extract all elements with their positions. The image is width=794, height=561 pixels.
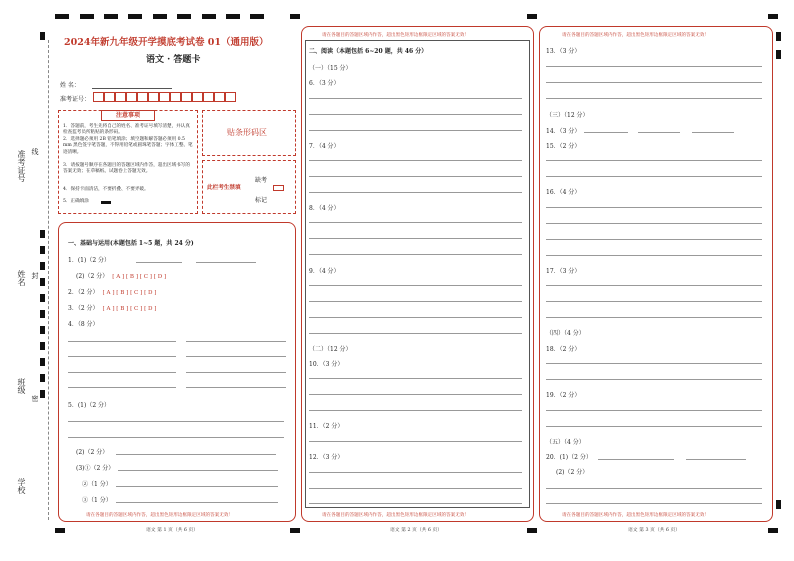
q15-answer-line[interactable] (546, 160, 762, 161)
q12-answer-line[interactable] (309, 503, 522, 504)
q9-answer-line[interactable] (309, 301, 522, 302)
q10-answer-line[interactable] (309, 378, 522, 379)
q17-label: 17．（3 分） (546, 268, 581, 275)
q4-answer-line[interactable] (186, 372, 286, 373)
exam-title: 2024年新九年级开学摸底考试卷 01（通用版） (64, 37, 269, 48)
binding-line (48, 40, 49, 520)
q20-label: 20．(1)（2 分） (546, 454, 592, 461)
notice-item-5: 5．正确填涂 (63, 199, 89, 204)
q7-answer-line[interactable] (309, 176, 522, 177)
timing-mark (177, 14, 191, 19)
page3-part4: （四）（4 分） (546, 330, 585, 337)
q7-answer-line[interactable] (309, 192, 522, 193)
q10-answer-line[interactable] (309, 394, 522, 395)
q5-3b-label: ②（1 分） (82, 481, 112, 488)
q4-answer-line[interactable] (186, 356, 286, 357)
q1-2-label: (2)（2 分） [ A ] [ B ] [ C ] [ D ] (76, 273, 167, 280)
q16-answer-line[interactable] (546, 207, 762, 208)
timing-mark (40, 326, 45, 334)
q4-answer-line[interactable] (186, 387, 286, 388)
q10-label: 10．（3 分） (309, 361, 344, 368)
q20-blank-2[interactable] (686, 459, 746, 460)
timing-mark (202, 14, 216, 19)
q5-2-label: (2)（2 分） (76, 449, 109, 456)
timing-mark (153, 14, 167, 19)
q19-answer-line[interactable] (546, 410, 762, 411)
notice-item-1: 1．答题前，考生先将自己的姓名、准考证号填写清楚，并认真检查监考员所粘贴的条形码。 (63, 124, 190, 136)
q13-label: 13．（3 分） (546, 48, 581, 55)
q19-label: 19．（2 分） (546, 392, 581, 399)
q11-answer-line[interactable] (309, 441, 522, 442)
page2-section-title: 二、阅读（本题包括 6~20 题，共 46 分） (309, 48, 428, 55)
timing-mark (290, 528, 300, 533)
name-label: 姓 名： (60, 82, 80, 89)
q1-answer-line-2[interactable] (196, 262, 256, 263)
q20-blank-1[interactable] (598, 459, 674, 460)
q14-label: 14．（3 分） (546, 128, 581, 135)
timing-mark (40, 278, 45, 286)
q4-answer-line[interactable] (68, 356, 176, 357)
absent-box (202, 160, 296, 214)
q5-answer-line[interactable] (68, 421, 284, 422)
q4-answer-line[interactable] (68, 341, 176, 342)
q5-answer-line[interactable] (68, 437, 284, 438)
binding-dense-label: 密 (31, 395, 39, 402)
timing-mark (250, 14, 264, 19)
q5-3-answer-line[interactable] (118, 470, 278, 471)
q18-answer-line[interactable] (546, 379, 762, 380)
timing-mark (40, 262, 45, 270)
q16-answer-line[interactable] (546, 223, 762, 224)
notice-item-2: 2．选择题必须用 2B 铅笔填涂；填空题和解答题必须用 0.5 mm 黑色签字笔答题，不得用铅笔或圆珠笔答题；字体工整、笔迹清晰。 (63, 137, 193, 155)
q14-blank-3[interactable] (692, 132, 734, 133)
timing-mark (80, 14, 94, 19)
q14-blank-1[interactable] (584, 132, 628, 133)
q4-answer-line[interactable] (186, 341, 286, 342)
q17-answer-line[interactable] (546, 301, 762, 302)
timing-mark (290, 14, 300, 19)
q13-answer-line[interactable] (546, 66, 762, 67)
timing-mark (55, 14, 69, 19)
page3-footer: 语文 第 3 页（共 6 页） (628, 528, 681, 533)
timing-mark (226, 14, 240, 19)
binding-school-label: 学校 (17, 478, 26, 494)
page3-part5: （五）（4 分） (546, 439, 585, 446)
notice-box (58, 110, 198, 214)
q12-answer-line[interactable] (309, 488, 522, 489)
timing-mark (768, 14, 778, 19)
q20-2-answer-line[interactable] (546, 488, 762, 489)
timing-mark (40, 342, 45, 350)
exam-subtitle: 语文 · 答题卡 (146, 55, 201, 65)
q15-answer-line[interactable] (546, 176, 762, 177)
q1-label: 1．(1)（2 分） (68, 257, 111, 264)
absent-checkbox[interactable] (273, 185, 284, 191)
q8-answer-line[interactable] (309, 238, 522, 239)
q6-answer-line[interactable] (309, 98, 522, 99)
q9-label: 9．（4 分） (309, 268, 340, 275)
timing-mark (128, 14, 142, 19)
q5-3-label: (3)①（2 分） (76, 465, 115, 472)
q7-answer-line[interactable] (309, 160, 522, 161)
q19-answer-line[interactable] (546, 426, 762, 427)
page1-section-title: 一、基础与运用(本题包括 1~5 题，共 24 分) (68, 240, 194, 247)
q1-2-options[interactable]: [ A ] [ B ] [ C ] [ D ] (112, 274, 167, 280)
timing-mark (40, 32, 45, 40)
page2-footer: 语文 第 2 页（共 6 页） (390, 528, 443, 533)
q9-answer-line[interactable] (309, 317, 522, 318)
page1-footer: 语文 第 1 页（共 6 页） (146, 528, 199, 533)
timing-mark (104, 14, 118, 19)
page2-warning: 请在各题目的答题区域内作答，超出黑色矩形边框限定区域的答案无效！ (322, 513, 470, 518)
q5-3c-label: ③（1 分） (82, 497, 112, 504)
notice-title: 注意事项 (101, 110, 155, 121)
page2-part2: （二）（12 分） (309, 346, 352, 353)
binding-name-label: 姓名 (17, 270, 26, 286)
q4-label: 4．（8 分） (68, 321, 99, 328)
q15-label: 15．（2 分） (546, 143, 581, 150)
q8-answer-line[interactable] (309, 222, 522, 223)
notice-item-4: 4．保持卡面清洁，不要折叠、不要弄破。 (63, 187, 149, 192)
notice-item-3: 3．请按题号顺序在各题目的答题区域内作答，超出区域书写的答案无效；在草稿纸、试题卷上答题无效。 (63, 163, 190, 175)
timing-mark (768, 528, 778, 533)
absent-missing-label: 缺考 (255, 177, 268, 184)
timing-mark (40, 374, 45, 382)
timing-mark (40, 390, 45, 398)
absent-mark-label: 标记 (255, 197, 268, 204)
name-underline (92, 88, 172, 89)
id-label: 准考证号： (60, 96, 91, 103)
barcode-area (202, 110, 296, 156)
q10-answer-line[interactable] (309, 410, 522, 411)
q8-answer-line[interactable] (309, 254, 522, 255)
timing-mark (527, 528, 537, 533)
timing-mark (55, 528, 65, 533)
timing-mark (776, 50, 781, 59)
q17-answer-line[interactable] (546, 317, 762, 318)
q7-label: 7．（4 分） (309, 143, 340, 150)
page2-part1: （一）（15 分） (309, 65, 352, 72)
timing-mark (527, 14, 537, 19)
q5-3b-answer-line[interactable] (116, 486, 278, 487)
fill-sample (101, 201, 111, 204)
q9-answer-line[interactable] (309, 333, 522, 334)
timing-mark (776, 500, 781, 509)
q2-options[interactable]: [ A ] [ B ] [ C ] [ D ] (102, 290, 157, 296)
timing-mark (776, 32, 781, 41)
q11-label: 11．（2 分） (309, 423, 344, 430)
q13-answer-line[interactable] (546, 98, 762, 99)
q6-answer-line[interactable] (309, 114, 522, 115)
binding-id-label: 准考证号 (17, 150, 26, 182)
q5-label: 5．(1)（2 分） (68, 402, 111, 409)
timing-mark (40, 358, 45, 366)
q12-answer-line[interactable] (309, 472, 522, 473)
q5-3c-answer-line[interactable] (116, 502, 278, 503)
q8-label: 8．（4 分） (309, 205, 340, 212)
q6-label: 6．（3 分） (309, 80, 340, 87)
timing-mark (40, 294, 45, 302)
page3-part3: （三）（12 分） (546, 112, 589, 119)
timing-mark (40, 246, 45, 254)
binding-line-label: 线 (31, 148, 39, 155)
q18-label: 18．（2 分） (546, 346, 581, 353)
q3-options[interactable]: [ A ] [ B ] [ C ] [ D ] (102, 306, 157, 312)
q5-2-answer-line[interactable] (116, 454, 276, 455)
q4-answer-line[interactable] (68, 387, 176, 388)
q13-answer-line[interactable] (546, 82, 762, 83)
q1-answer-line[interactable] (136, 262, 182, 263)
q2-label: 2．（2 分） [ A ] [ B ] [ C ] [ D ] (68, 289, 157, 296)
q16-label: 16．（4 分） (546, 189, 581, 196)
barcode-label: 贴条形码区 (227, 128, 267, 137)
binding-seal-label: 封 (31, 272, 39, 279)
q9-answer-line[interactable] (309, 285, 522, 286)
q17-answer-line[interactable] (546, 285, 762, 286)
q14-blank-2[interactable] (638, 132, 680, 133)
binding-class-label: 班级 (17, 378, 26, 394)
page2-top-warning: 请在各题目的答题区域内作答，超出黑色矩形边框限定区域的答案无效！ (322, 33, 470, 38)
q16-answer-line[interactable] (546, 255, 762, 256)
q20-2-label: (2)（2 分） (556, 469, 589, 476)
page3-warning: 请在各题目的答题区域内作答，超出黑色矩形边框限定区域的答案无效！ (562, 513, 710, 518)
q16-answer-line[interactable] (546, 239, 762, 240)
q12-label: 12．（3 分） (309, 454, 344, 461)
q3-label: 3．（2 分） [ A ] [ B ] [ C ] [ D ] (68, 305, 157, 312)
q4-answer-line[interactable] (68, 372, 176, 373)
q18-answer-line[interactable] (546, 363, 762, 364)
page1-warning: 请在各题目的答题区域内作答，超出黑色矩形边框限定区域的答案无效！ (86, 513, 234, 518)
timing-mark (40, 230, 45, 238)
timing-mark (40, 310, 45, 318)
q20-2-answer-line[interactable] (546, 503, 762, 504)
page3-top-warning: 请在各题目的答题区域内作答，超出黑色矩形边框限定区域的答案无效！ (562, 33, 710, 38)
q6-answer-line[interactable] (309, 130, 522, 131)
absent-label: 此栏考生禁填 (207, 185, 241, 191)
